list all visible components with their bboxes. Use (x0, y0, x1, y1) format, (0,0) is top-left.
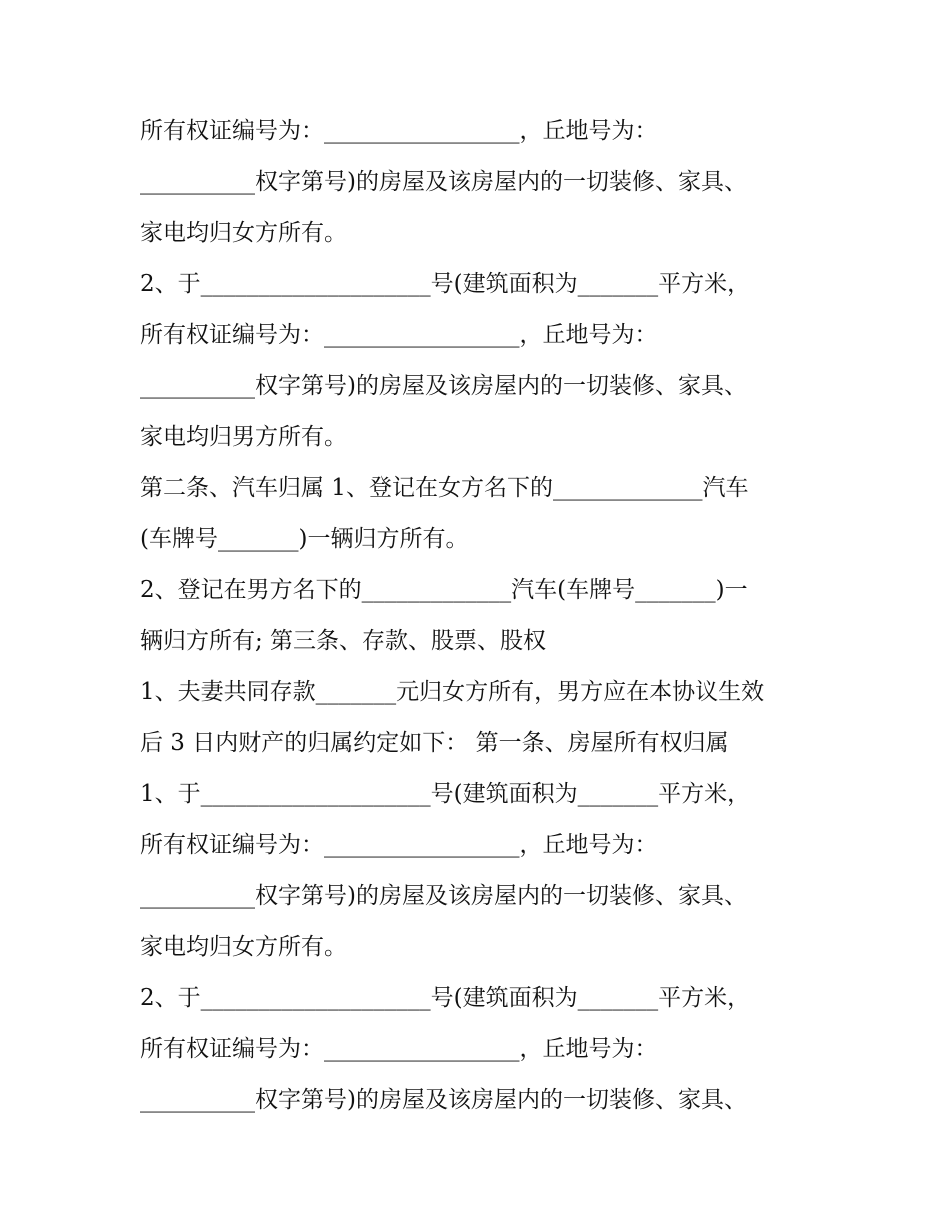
text-line: 所有权证编号为：_________________，丘地号为： (140, 1036, 658, 1062)
text-line: __________权字第号)的房屋及该房屋内的一切装修、家具、 (140, 1087, 747, 1113)
text-line: 所有权证编号为：_________________，丘地号为： (140, 118, 658, 144)
text-line: 所有权证编号为：_________________，丘地号为： (140, 832, 658, 858)
text-line: 2、于____________________号(建筑面积为_______平方米， (140, 271, 751, 297)
text-line: 所有权证编号为：_________________，丘地号为： (140, 322, 658, 348)
text-line: 2、于____________________号(建筑面积为_______平方米， (140, 985, 751, 1011)
text-line: __________权字第号)的房屋及该房屋内的一切装修、家具、 (140, 169, 747, 195)
text-line: 家电均归男方所有。 (140, 424, 347, 450)
text-line: 家电均归女方所有。 (140, 934, 347, 960)
text-line: 第二条、汽车归属 1、登记在女方名下的_____________汽车 (140, 475, 749, 501)
document-body (140, 106, 840, 1126)
text-line: __________权字第号)的房屋及该房屋内的一切装修、家具、 (140, 373, 747, 399)
text-line: 1、夫妻共同存款_______元归女方所有，男方应在本协议生效 (140, 679, 765, 705)
text-line: 家电均归女方所有。 (140, 220, 347, 246)
text-line: 2、登记在男方名下的_____________汽车(车牌号_______)一 (140, 577, 748, 603)
text-line: (车牌号_______)一辆归方所有。 (140, 526, 469, 552)
text-line: 后 3 日内财产的归属约定如下： 第一条、房屋所有权归属 (140, 730, 729, 756)
text-line: 1、于____________________号(建筑面积为_______平方米， (140, 781, 751, 807)
text-line: __________权字第号)的房屋及该房屋内的一切装修、家具、 (140, 883, 747, 909)
text-line: 辆归方所有; 第三条、存款、股票、股权 (140, 628, 547, 654)
